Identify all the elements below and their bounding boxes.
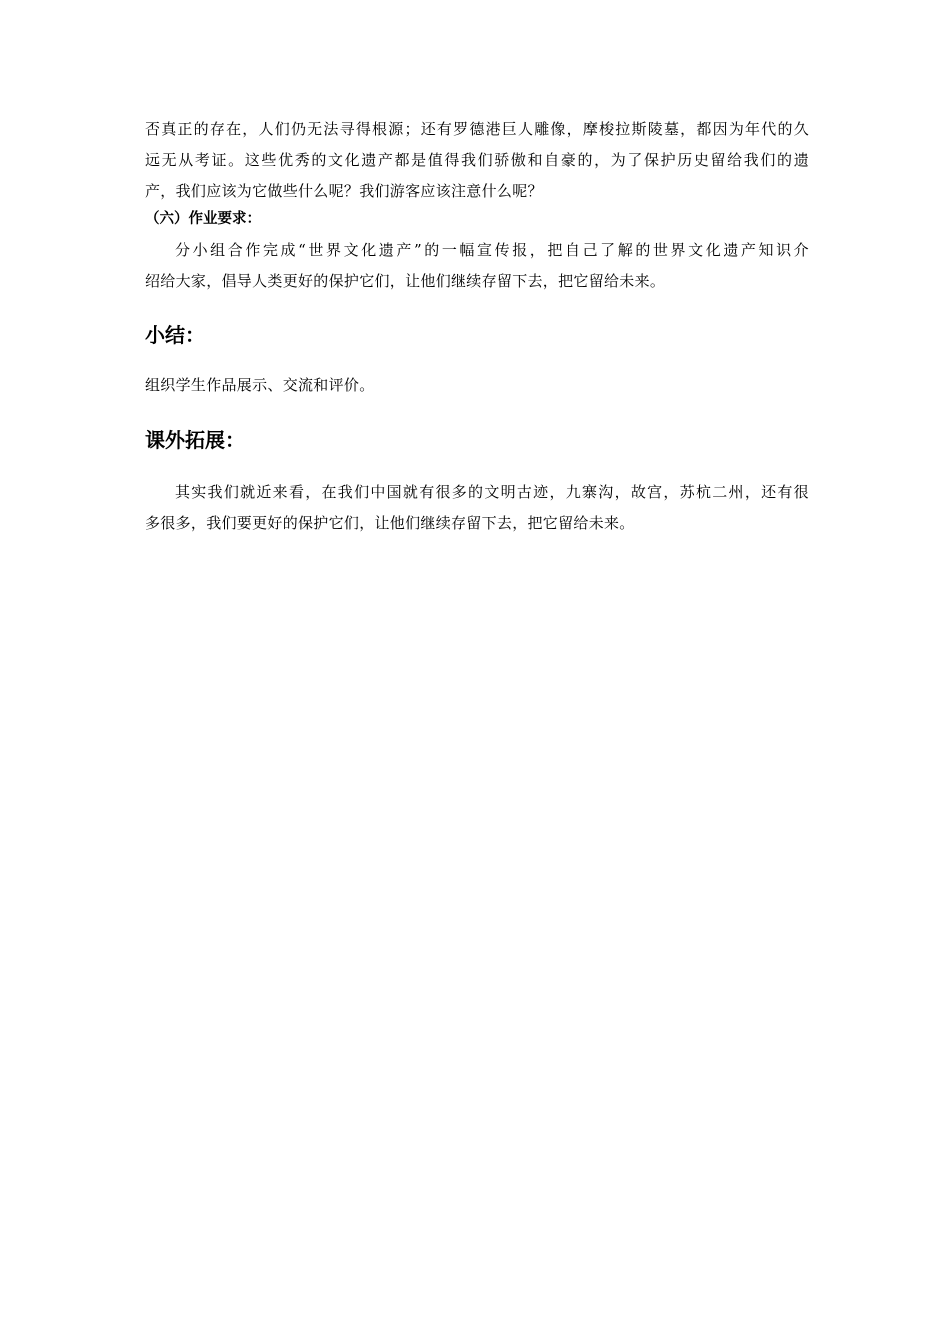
homework-paragraph — [145, 235, 809, 297]
intro-line-3: 产，我们应该为它做些什么呢？我们游客应该注意什么呢？ — [145, 182, 543, 200]
extension-heading: 课外拓展： — [145, 428, 245, 452]
homework-heading: （六）作业要求： — [145, 211, 261, 227]
intro-paragraph — [145, 114, 809, 207]
document-content — [145, 114, 809, 539]
extension-line-2: 多很多，我们要更好的保护它们，让他们继续存留下去，把它留给未来。 — [145, 514, 635, 532]
intro-line-2: 远无从考证。这些优秀的文化遗产都是值得我们骄傲和自豪的，为了保护历史留给我们的遗 — [145, 151, 809, 169]
extension-line-1: 其实我们就近来看，在我们中国就有很多的文明古迹，九寨沟，故宫，苏杭二州，还有很 — [175, 483, 809, 501]
homework-line-1: 分小组合作完成“世界文化遗产”的一幅宣传报，把自己了解的世界文化遗产知识介 — [175, 241, 809, 259]
homework-line-2: 绍给大家，倡导人类更好的保护它们，让他们继续存留下去，把它留给未来。 — [145, 272, 666, 290]
intro-line-1: 否真正的存在，人们仍无法寻得根源；还有罗德港巨人雕像，摩梭拉斯陵墓，都因为年代的久 — [145, 120, 809, 138]
extension-paragraph — [145, 477, 809, 539]
summary-paragraph — [145, 370, 809, 401]
summary-heading: 小结： — [145, 323, 205, 347]
summary-text: 组织学生作品展示、交流和评价。 — [145, 376, 375, 394]
